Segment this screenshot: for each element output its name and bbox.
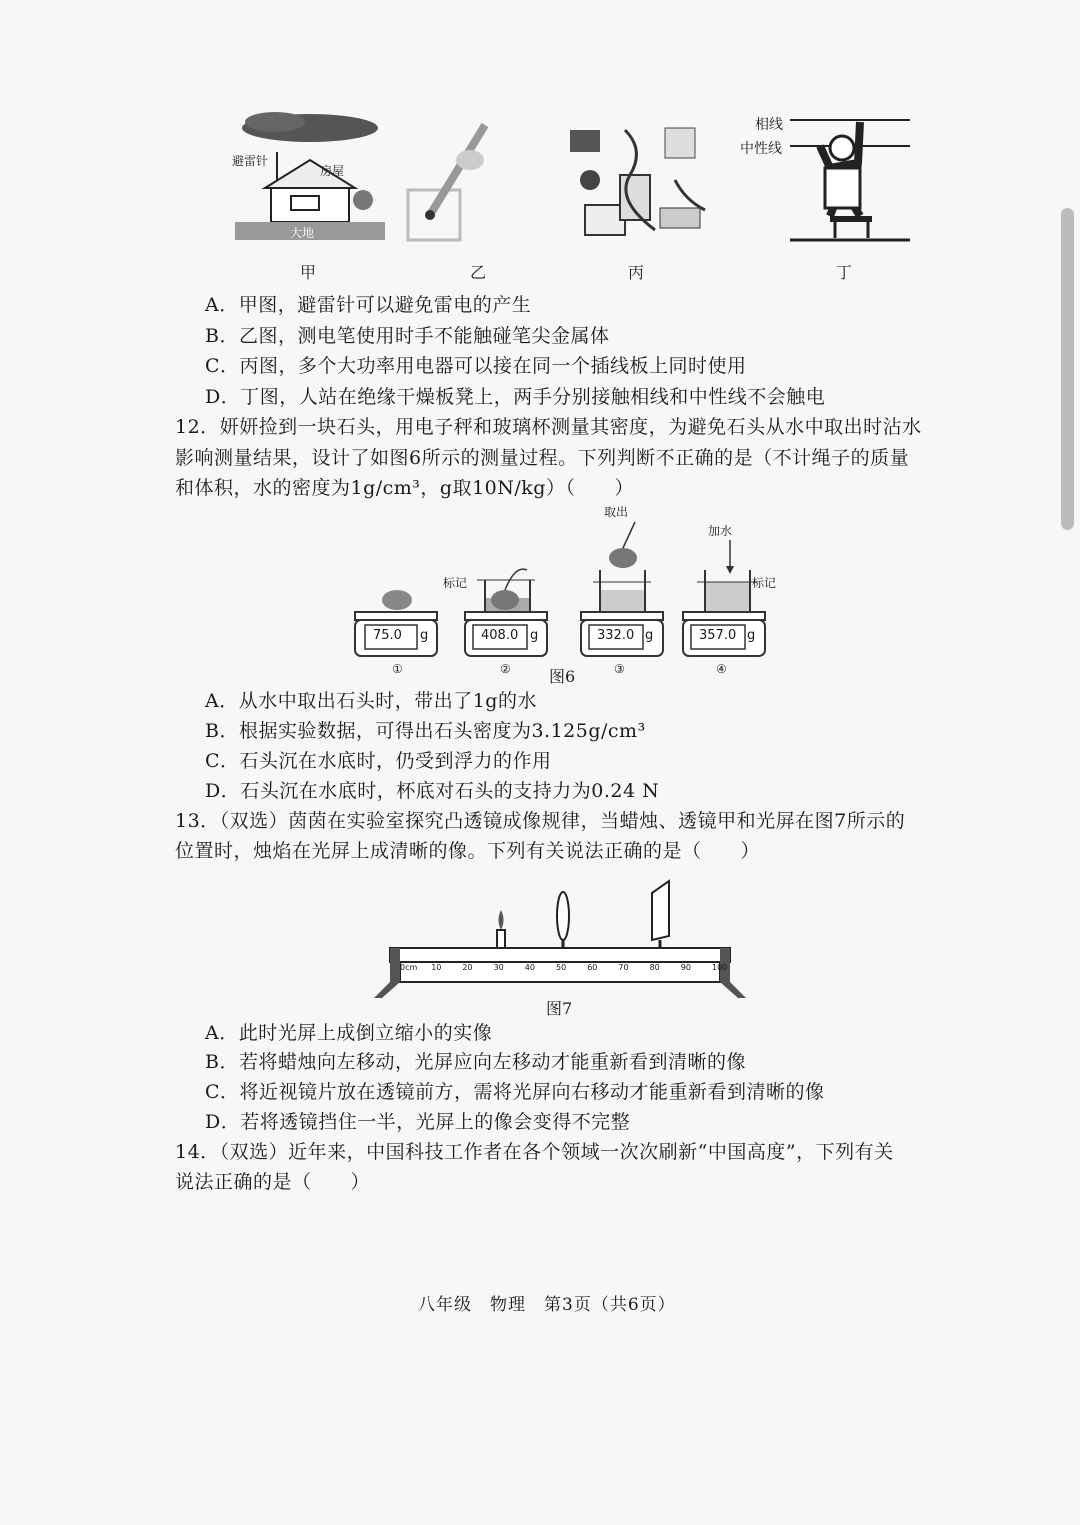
q14-stem-line-2: 说法正确的是（ ） xyxy=(175,1171,371,1193)
figure-7-caption: 图7 xyxy=(546,999,573,1018)
scale-1-index: ① xyxy=(392,662,403,676)
scale-1-reading: 75.0 xyxy=(373,628,402,643)
ruler-tick-label: 20 xyxy=(462,963,473,972)
q12-stem-line-3: 和体积，水的密度为1g/cm³，g取10N/kg）（ ） xyxy=(175,477,634,499)
ruler-tick-label: 10 xyxy=(431,963,442,972)
scale-3-index: ③ xyxy=(614,662,625,676)
scale-3-unit: g xyxy=(645,628,654,643)
scale-4-reading: 357.0 xyxy=(699,628,737,643)
q11-option-b: B．乙图，测电笔使用时手不能触碰笔尖金属体 xyxy=(205,325,610,347)
figure-6-drawing xyxy=(345,520,775,665)
ruler-tick-label: 30 xyxy=(493,963,504,972)
scale-3-reading: 332.0 xyxy=(597,628,635,643)
ruler-ticks xyxy=(400,963,728,979)
scale-2-index: ② xyxy=(500,662,511,676)
q12-option-d: D．石头沉在水底时，杯底对石头的支持力为0.24 N xyxy=(205,780,660,802)
figure-6-caption: 图6 xyxy=(549,667,576,686)
panel-label-ding: 丁 xyxy=(836,263,853,282)
live-wire-label: 相线 xyxy=(755,117,783,133)
panel-label-yi: 乙 xyxy=(470,263,487,282)
q12-option-c: C．石头沉在水底时，仍受到浮力的作用 xyxy=(205,750,552,772)
q13-option-c: C．将近视镜片放在透镜前方，需将光屏向右移动才能重新看到清晰的像 xyxy=(205,1081,825,1103)
overloaded-power-strip-illustration xyxy=(565,120,715,245)
lightning-rod-house-illustration xyxy=(235,108,385,243)
ruler-tick-label: 70 xyxy=(618,963,629,972)
optical-bench-drawing xyxy=(372,878,748,1003)
ruler-tick-label: 50 xyxy=(556,963,567,972)
q11-option-c: C．丙图，多个大功率用电器可以接在同一个插线板上同时使用 xyxy=(205,355,747,377)
ruler-tick-label: 0cm xyxy=(400,963,418,972)
ruler-tick-label: 90 xyxy=(680,963,691,972)
ground-label: 大地 xyxy=(290,226,315,240)
test-pen-illustration xyxy=(400,115,510,245)
q13-stem-line-1: 13．（双选）茵茵在实验室探究凸透镜成像规律，当蜡烛、透镜甲和光屏在图7所示的 xyxy=(175,810,906,832)
ruler-tick-label: 40 xyxy=(524,963,535,972)
house-label: 房屋 xyxy=(320,164,345,178)
q11-option-a: A．甲图，避雷针可以避免雷电的产生 xyxy=(205,294,532,316)
q11-option-d: D．丁图，人站在绝缘干燥板凳上，两手分别接触相线和中性线不会触电 xyxy=(205,386,826,408)
scale-1-unit: g xyxy=(420,628,429,643)
q12-option-b: B．根据实验数据，可得出石头密度为3.125g/cm³ xyxy=(205,720,646,742)
scale-2-unit: g xyxy=(530,628,539,643)
q12-stem-line-2: 影响测量结果，设计了如图6所示的测量过程。下列判断不正确的是（不计绳子的质量 xyxy=(175,447,910,469)
page-footer: 八年级 物理 第3页（共6页） xyxy=(418,1295,676,1315)
scale-4-index: ④ xyxy=(716,662,727,676)
q14-stem-line-1: 14．（双选）近年来，中国科技工作者在各个领域一次次刷新“中国高度”，下列有关 xyxy=(175,1141,894,1163)
neutral-wire-label: 中性线 xyxy=(740,141,782,157)
q12-option-a: A．从水中取出石头时，带出了1g的水 xyxy=(205,690,537,712)
take-out-label: 取出 xyxy=(604,505,629,519)
scale-4-unit: g xyxy=(747,628,756,643)
panel-label-bing: 丙 xyxy=(628,263,645,282)
ruler-tick-label: 60 xyxy=(587,963,598,972)
vertical-scrollbar[interactable] xyxy=(1061,208,1074,530)
lightning-rod-label: 避雷针 xyxy=(232,154,269,168)
q12-stem-line-1: 12．妍妍捡到一块石头，用电子秤和玻璃杯测量其密度，为避免石头从水中取出时沾水 xyxy=(175,416,922,438)
q13-option-d: D．若将透镜挡住一半，光屏上的像会变得不完整 xyxy=(205,1111,631,1133)
mark-label-2: 标记 xyxy=(752,576,777,590)
q13-option-a: A．此时光屏上成倒立缩小的实像 xyxy=(205,1022,493,1044)
panel-label-jia: 甲 xyxy=(300,263,317,282)
q13-stem-line-2: 位置时，烛焰在光屏上成清晰的像。下列有关说法正确的是（ ） xyxy=(175,840,761,862)
ruler-tick-label: 80 xyxy=(649,963,660,972)
person-touching-wires-illustration xyxy=(790,108,915,248)
scale-2-reading: 408.0 xyxy=(481,628,519,643)
ruler-tick-label: 100 xyxy=(712,963,728,972)
add-water-label: 加水 xyxy=(708,524,733,538)
mark-label-1: 标记 xyxy=(443,576,468,590)
q13-option-b: B．若将蜡烛向左移动，光屏应向左移动才能重新看到清晰的像 xyxy=(205,1051,746,1073)
